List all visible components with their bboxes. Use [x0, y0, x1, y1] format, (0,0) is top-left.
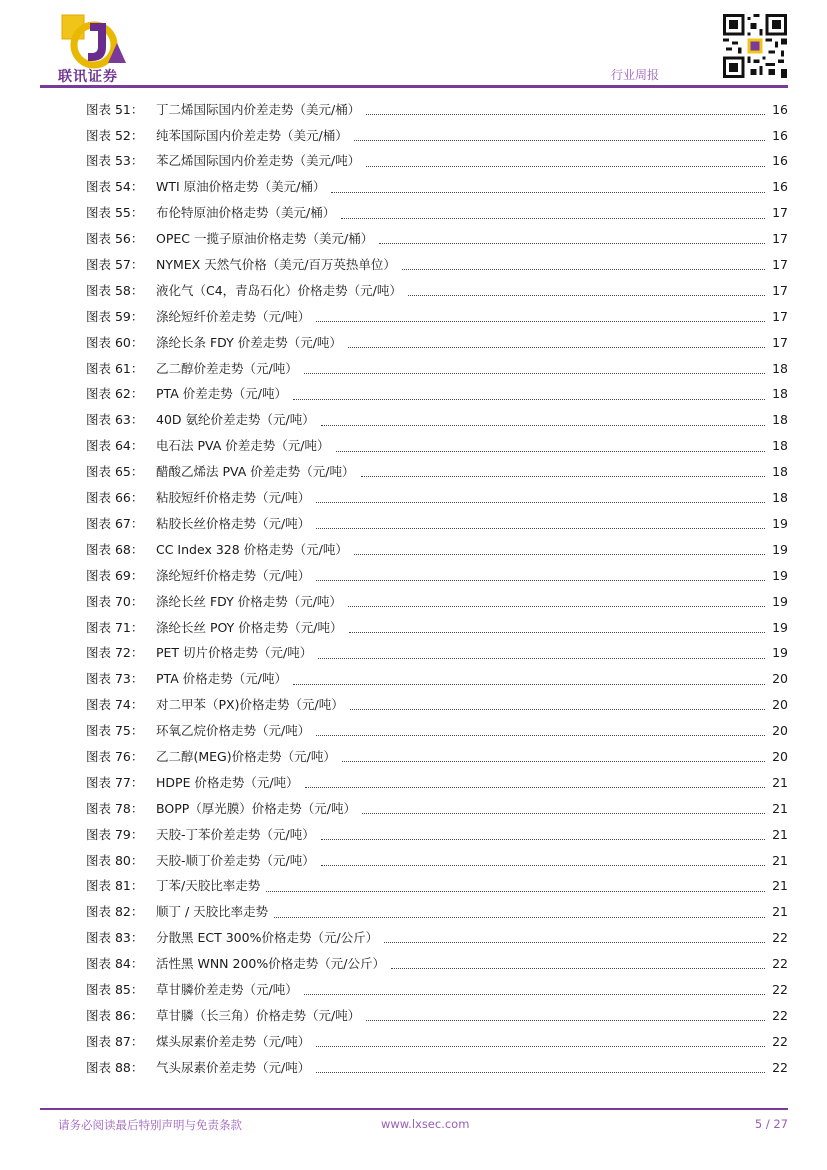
toc-dot-leader — [342, 760, 765, 762]
toc-entry-title: 苯乙烯国际国内价差走势（美元/吨） — [156, 153, 361, 169]
toc-entry-title: PTA 价差走势（元/吨） — [156, 386, 287, 402]
toc-dot-leader — [384, 941, 765, 943]
toc-entry-label: 图表 80： — [86, 852, 144, 868]
toc-dot-leader — [366, 113, 765, 115]
toc-entry[interactable] — [86, 356, 788, 382]
footer-divider — [40, 1108, 788, 1110]
toc-entry-title: 煤头尿素价差走势（元/吨） — [156, 1033, 311, 1049]
toc-entry-title: 活性黑 WNN 200%价格走势（元/公斤） — [156, 956, 385, 972]
toc-entry-label: 图表 53： — [86, 153, 144, 169]
toc-entry-page: 20 — [772, 671, 788, 687]
toc-entry-label: 图表 61： — [86, 360, 144, 376]
toc-entry-label: 图表 57： — [86, 257, 144, 273]
toc-dot-leader — [293, 683, 765, 685]
toc-entry-label: 图表 54： — [86, 179, 144, 195]
toc-entry-label: 图表 75： — [86, 723, 144, 739]
toc-dot-leader — [304, 993, 765, 995]
toc-entry-title: 乙二醇(MEG)价格走势（元/吨） — [156, 748, 336, 764]
toc-dot-leader — [316, 527, 765, 529]
toc-entry-page: 18 — [772, 490, 788, 506]
toc-entry-label: 图表 74： — [86, 697, 144, 713]
toc-entry-label: 图表 76： — [86, 748, 144, 764]
toc-entry-page: 22 — [772, 1059, 788, 1075]
toc-entry[interactable] — [86, 226, 788, 252]
toc-entry-label: 图表 69： — [86, 567, 144, 583]
toc-dot-leader — [341, 217, 765, 219]
toc-entry[interactable] — [86, 796, 788, 822]
toc-entry-page: 20 — [772, 723, 788, 739]
toc-entry-title: 丁二烯国际国内价差走势（美元/桶） — [156, 101, 361, 117]
toc-entry-label: 图表 78： — [86, 800, 144, 816]
toc-entry-title: 40D 氨纶价差走势（元/吨） — [156, 412, 315, 428]
toc-entry[interactable] — [86, 123, 788, 149]
toc-entry[interactable] — [86, 692, 788, 718]
toc-entry-title: 气头尿素价差走势（元/吨） — [156, 1059, 311, 1075]
toc-entry-page: 18 — [772, 464, 788, 480]
toc-entry-label: 图表 58： — [86, 282, 144, 298]
page-indicator: 5 / 27 — [754, 1117, 788, 1131]
toc-entry-label: 图表 86： — [86, 1007, 144, 1023]
toc-entry-title: 粘胶长丝价格走势（元/吨） — [156, 515, 311, 531]
toc-entry[interactable] — [86, 201, 788, 227]
report-type: 行业周报 — [611, 68, 660, 82]
toc-entry-label: 图表 71： — [86, 619, 144, 635]
toc-dot-leader — [316, 320, 765, 322]
toc-entry-title: 天胶-顺丁价差走势（元/吨） — [156, 852, 315, 868]
toc-dot-leader — [354, 139, 765, 141]
toc-dot-leader — [304, 372, 765, 374]
toc-entry-title: 液化气（C4，青岛石化）价格走势（元/吨） — [156, 282, 402, 298]
toc-entry-page: 22 — [772, 1033, 788, 1049]
toc-dot-leader — [348, 605, 765, 607]
toc-dot-leader — [402, 268, 765, 270]
toc-entry[interactable] — [86, 511, 788, 537]
toc-entry-page: 20 — [772, 748, 788, 764]
toc-entry-page: 19 — [772, 567, 788, 583]
toc-entry-label: 图表 88： — [86, 1059, 144, 1075]
toc-entry-title: 分散黑 ECT 300%价格走势（元/公斤） — [156, 930, 379, 946]
toc-entry-title: 醋酸乙烯法 PVA 价差走势（元/吨） — [156, 464, 355, 480]
toc-entry-label: 图表 81： — [86, 878, 144, 894]
toc-dot-leader — [361, 475, 766, 477]
toc-entry-title: 涤纶短纤价格走势（元/吨） — [156, 567, 311, 583]
toc-entry-title: 丁苯/天胶比率走势 — [156, 878, 261, 894]
toc-entry-label: 图表 72： — [86, 645, 144, 661]
toc-dot-leader — [316, 1045, 765, 1047]
toc-entry-label: 图表 70： — [86, 593, 144, 609]
toc-entry-page: 22 — [772, 981, 788, 997]
toc-entry-title: 对二甲苯（PX)价格走势（元/吨） — [156, 697, 344, 713]
toc-entry-title: WTI 原油价格走势（美元/桶） — [156, 179, 326, 195]
toc-entry-page: 21 — [772, 774, 788, 790]
toc-entry-page: 17 — [772, 334, 788, 350]
toc-entry-title: 环氧乙烷价格走势（元/吨） — [156, 723, 311, 739]
toc-entry[interactable] — [86, 874, 788, 900]
toc-entry[interactable] — [86, 459, 788, 485]
footer-website: www.lxsec.com — [381, 1117, 470, 1131]
toc-entry[interactable] — [86, 822, 788, 848]
toc-entry[interactable] — [86, 926, 788, 952]
toc-entry-page: 19 — [772, 619, 788, 635]
toc-entry[interactable] — [86, 278, 788, 304]
toc-dot-leader — [316, 579, 765, 581]
toc-entry-title: PET 切片价格走势（元/吨） — [156, 645, 313, 661]
toc-dot-leader — [349, 631, 766, 633]
toc-entry[interactable] — [86, 744, 788, 770]
toc-entry-title: 草甘膦价差走势（元/吨） — [156, 981, 298, 997]
figure-index-list — [86, 97, 788, 1081]
toc-entry-page: 21 — [772, 800, 788, 816]
toc-entry-label: 图表 67： — [86, 515, 144, 531]
toc-entry-title: 涤纶长丝 FDY 价格走势（元/吨） — [156, 593, 342, 609]
toc-entry-label: 图表 77： — [86, 774, 144, 790]
toc-entry-label: 图表 63： — [86, 412, 144, 428]
toc-entry-title: 顺丁 / 天胶比率走势 — [156, 904, 269, 920]
toc-entry-page: 21 — [772, 826, 788, 842]
toc-entry-label: 图表 68： — [86, 541, 144, 557]
toc-dot-leader — [321, 424, 765, 426]
toc-entry[interactable] — [86, 252, 788, 278]
toc-entry[interactable] — [86, 718, 788, 744]
toc-entry-page: 19 — [772, 515, 788, 531]
toc-entry-page: 16 — [772, 101, 788, 117]
toc-entry-page: 16 — [772, 153, 788, 169]
footer-disclaimer: 请务必阅读最后特别声明与免责条款 — [58, 1118, 242, 1132]
toc-entry-page: 18 — [772, 360, 788, 376]
toc-entry-page: 17 — [772, 282, 788, 298]
toc-entry-page: 19 — [772, 593, 788, 609]
toc-entry-title: 草甘膦（长三角）价格走势（元/吨） — [156, 1007, 361, 1023]
toc-dot-leader — [348, 346, 765, 348]
toc-dot-leader — [293, 398, 765, 400]
toc-entry-label: 图表 66： — [86, 490, 144, 506]
toc-entry[interactable] — [86, 563, 788, 589]
toc-entry[interactable] — [86, 641, 788, 667]
toc-dot-leader — [350, 708, 765, 710]
toc-entry-title: 涤纶长条 FDY 价差走势（元/吨） — [156, 334, 342, 350]
toc-entry-page: 20 — [772, 697, 788, 713]
toc-entry-page: 17 — [772, 257, 788, 273]
toc-dot-leader — [316, 734, 765, 736]
toc-dot-leader — [354, 553, 765, 555]
toc-dot-leader — [321, 864, 765, 866]
toc-entry[interactable] — [86, 434, 788, 460]
toc-dot-leader — [379, 242, 765, 244]
toc-entry[interactable] — [86, 951, 788, 977]
toc-entry-title: 乙二醇价差走势（元/吨） — [156, 360, 298, 376]
toc-entry-label: 图表 87： — [86, 1033, 144, 1049]
toc-entry-label: 图表 56： — [86, 231, 144, 247]
toc-entry-page: 18 — [772, 438, 788, 454]
toc-entry[interactable] — [86, 304, 788, 330]
toc-entry[interactable] — [86, 977, 788, 1003]
toc-entry-title: 布伦特原油价格走势（美元/桶） — [156, 205, 336, 221]
toc-entry[interactable] — [86, 537, 788, 563]
toc-dot-leader — [336, 450, 766, 452]
toc-entry-title: BOPP（厚光膜）价格走势（元/吨） — [156, 800, 356, 816]
toc-entry[interactable] — [86, 175, 788, 201]
toc-entry-page: 17 — [772, 205, 788, 221]
toc-entry[interactable] — [86, 97, 788, 123]
toc-entry[interactable] — [86, 667, 788, 693]
toc-entry-label: 图表 79： — [86, 826, 144, 842]
toc-entry[interactable] — [86, 615, 788, 641]
toc-dot-leader — [274, 916, 765, 918]
toc-entry-label: 图表 55： — [86, 205, 144, 221]
toc-entry-title: 粘胶短纤价格走势（元/吨） — [156, 490, 311, 506]
toc-entry-title: NYMEX 天然气价格（美元/百万英热单位） — [156, 257, 396, 273]
toc-entry-page: 16 — [772, 179, 788, 195]
brand-name: 联讯证券 — [58, 69, 118, 85]
toc-entry-title: CC Index 328 价格走势（元/吨） — [156, 541, 348, 557]
toc-entry-label: 图表 82： — [86, 904, 144, 920]
toc-dot-leader — [266, 890, 765, 892]
toc-entry-title: PTA 价格走势（元/吨） — [156, 671, 287, 687]
page-footer — [0, 1108, 827, 1170]
toc-entry-title: 涤纶短纤价差走势（元/吨） — [156, 308, 311, 324]
toc-dot-leader — [331, 191, 765, 193]
toc-entry[interactable] — [86, 382, 788, 408]
toc-entry-page: 17 — [772, 308, 788, 324]
toc-entry-page: 19 — [772, 541, 788, 557]
page-header — [0, 0, 827, 90]
toc-entry-label: 图表 59： — [86, 308, 144, 324]
toc-dot-leader — [366, 1019, 765, 1021]
toc-dot-leader — [408, 294, 765, 296]
toc-entry-label: 图表 60： — [86, 334, 144, 350]
toc-entry-page: 22 — [772, 930, 788, 946]
toc-entry-page: 22 — [772, 1007, 788, 1023]
toc-entry[interactable] — [86, 1055, 788, 1081]
toc-entry-title: 电石法 PVA 价差走势（元/吨） — [156, 438, 330, 454]
toc-entry-label: 图表 73： — [86, 671, 144, 687]
toc-entry-label: 图表 85： — [86, 981, 144, 997]
toc-entry-page: 17 — [772, 231, 788, 247]
toc-entry[interactable] — [86, 330, 788, 356]
header-divider — [40, 85, 788, 88]
toc-entry[interactable] — [86, 900, 788, 926]
toc-entry-label: 图表 84： — [86, 956, 144, 972]
toc-entry-label: 图表 64： — [86, 438, 144, 454]
toc-entry-page: 21 — [772, 904, 788, 920]
toc-dot-leader — [362, 812, 765, 814]
toc-entry[interactable] — [86, 589, 788, 615]
toc-dot-leader — [366, 165, 765, 167]
toc-entry-title: 天胶-丁苯价差走势（元/吨） — [156, 826, 315, 842]
toc-entry-label: 图表 83： — [86, 930, 144, 946]
company-logo — [60, 13, 130, 71]
toc-entry-page: 18 — [772, 412, 788, 428]
toc-dot-leader — [305, 786, 765, 788]
toc-entry-page: 21 — [772, 878, 788, 894]
toc-dot-leader — [316, 1071, 765, 1073]
toc-entry[interactable] — [86, 1003, 788, 1029]
toc-entry-page: 16 — [772, 127, 788, 143]
toc-entry-title: 纯苯国际国内价差走势（美元/桶） — [156, 127, 348, 143]
toc-entry-title: OPEC 一揽子原油价格走势（美元/桶） — [156, 231, 374, 247]
qr-code-icon — [723, 14, 787, 78]
toc-entry-page: 19 — [772, 645, 788, 661]
toc-entry[interactable] — [86, 848, 788, 874]
toc-entry-label: 图表 62： — [86, 386, 144, 402]
toc-entry-label: 图表 52： — [86, 127, 144, 143]
toc-dot-leader — [316, 501, 765, 503]
toc-entry-page: 21 — [772, 852, 788, 868]
toc-entry-label: 图表 65： — [86, 464, 144, 480]
toc-entry-title: HDPE 价格走势（元/吨） — [156, 774, 299, 790]
toc-dot-leader — [321, 838, 765, 840]
toc-entry-page: 18 — [772, 386, 788, 402]
toc-entry-title: 涤纶长丝 POY 价格走势（元/吨） — [156, 619, 343, 635]
toc-dot-leader — [391, 967, 765, 969]
toc-entry[interactable] — [86, 485, 788, 511]
toc-entry-page: 22 — [772, 956, 788, 972]
toc-entry[interactable] — [86, 1029, 788, 1055]
toc-dot-leader — [318, 657, 765, 659]
toc-entry[interactable] — [86, 149, 788, 175]
toc-entry[interactable] — [86, 770, 788, 796]
toc-entry[interactable] — [86, 408, 788, 434]
toc-entry-label: 图表 51： — [86, 101, 144, 117]
